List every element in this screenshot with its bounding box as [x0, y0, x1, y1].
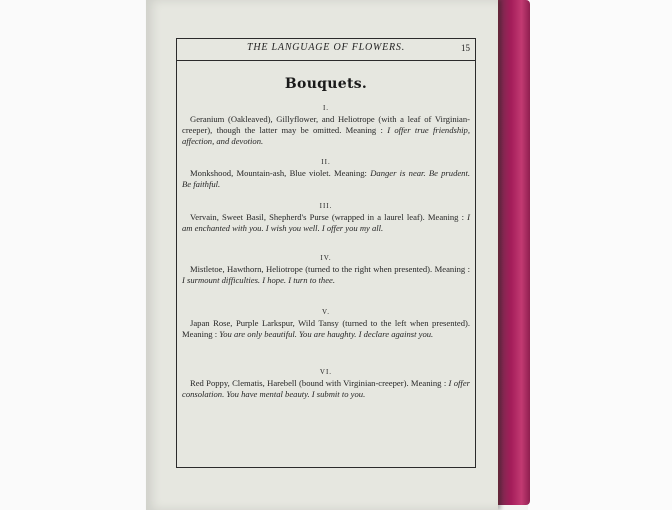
bouquet-entry-3 [182, 202, 470, 234]
entry-text [182, 378, 470, 400]
entry-numeral: V. [322, 308, 330, 316]
bouquet-entry-5 [182, 308, 470, 340]
entry-flowers: Geranium (Oakleaved), Gillyflower, and Heliotrope (with a leaf of Virginian-creeper), though the latter may be omitted. Meaning : [182, 114, 470, 135]
bouquet-entry-2 [182, 158, 470, 190]
background-right [528, 0, 672, 510]
entry-text [182, 168, 470, 190]
section-title: Bouquets. [284, 76, 368, 92]
entry-flowers: Monkshood, Mountain-ash, Blue violet. Meaning: [190, 168, 367, 178]
bouquet-entry-6 [182, 368, 470, 400]
entry-numeral: VI. [319, 368, 333, 376]
running-title: THE LANGUAGE OF FLOWERS. [246, 42, 406, 53]
entry-flowers: Mistletoe, Hawthorn, Heliotrope (turned to the right when presented). Meaning : [190, 264, 470, 274]
entry-meaning: You are only beautiful. You are haughty. I declare against you. [219, 329, 434, 339]
entry-numeral: I. [322, 104, 330, 112]
entry-flowers: Japan Rose, Purple Larkspur, Wild Tansy (turned to the left when presented). Meaning : [182, 318, 470, 339]
entry-meaning: Danger is near. Be prudent. Be faithful. [182, 168, 471, 189]
entry-text [182, 264, 470, 286]
entry-flowers: Red Poppy, Clematis, Harebell (bound with Virginian-creeper). Meaning : [190, 378, 447, 388]
entry-numeral: III. [319, 202, 333, 210]
running-header [176, 40, 476, 61]
entry-meaning: I surmount difficulties. I hope. I turn to thee. [182, 275, 335, 285]
bouquet-entry-1 [182, 104, 470, 147]
entry-meaning: I am enchanted with you. I wish you well. I offer you my all. [182, 212, 470, 233]
entry-text [182, 318, 470, 340]
entry-numeral: II. [321, 158, 331, 166]
bouquet-entry-4 [182, 254, 470, 286]
entry-meaning: I offer consolation. You have mental beauty. I submit to you. [182, 378, 470, 399]
entry-numeral: IV. [320, 254, 332, 262]
entry-text [182, 114, 470, 147]
background-left [0, 0, 150, 510]
book-page [146, 0, 498, 510]
page-border [176, 38, 476, 468]
entry-text [182, 212, 470, 234]
entry-meaning: I offer true friendship, affection, and devotion. [182, 125, 470, 146]
page-number: 15 [461, 43, 470, 53]
entry-flowers: Vervain, Sweet Basil, Shepherd's Purse (wrapped in a laurel leaf). Meaning : [190, 212, 464, 222]
